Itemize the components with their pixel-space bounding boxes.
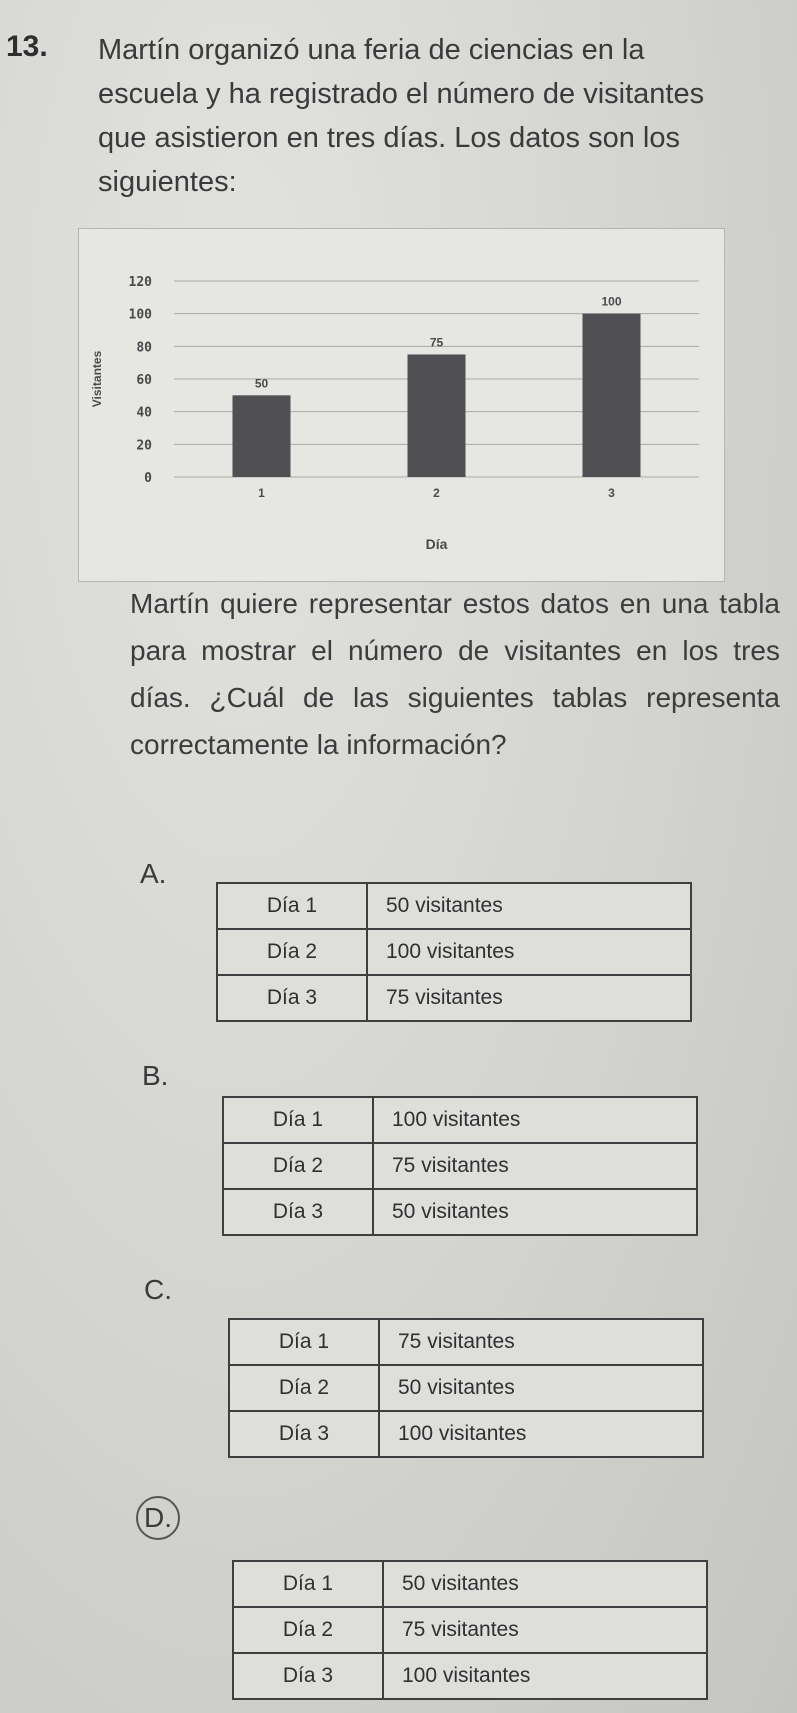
table-cell-value: 100 visitantes [373,1097,697,1143]
table-row [233,1653,707,1699]
bar-chart [78,228,725,582]
table-row [233,1561,707,1607]
table-cell-day: Día 2 [233,1607,383,1653]
table-cell-value: 100 visitantes [379,1411,703,1457]
table-row [223,1189,697,1235]
table-cell-value: 50 visitantes [383,1561,707,1607]
y-tick-label: 120 [128,275,152,290]
table-cell-day: Día 2 [229,1365,379,1411]
y-tick-label: 20 [136,438,152,454]
y-tick-label: 60 [136,373,152,388]
bar-data-label: 50 [254,376,269,391]
table-cell-day: Día 1 [229,1319,379,1365]
table-cell-day: Día 3 [217,975,367,1021]
bar [583,314,641,477]
table-cell-value: 50 visitantes [367,883,691,929]
table-row [229,1365,703,1411]
table-cell-day: Día 3 [229,1411,379,1457]
table-cell-value: 50 visitantes [373,1189,697,1235]
table-cell-value: 75 visitantes [383,1607,707,1653]
option-d-letter-circled[interactable]: D. [136,1496,180,1540]
table-cell-day: Día 1 [233,1561,383,1607]
table-cell-day: Día 2 [223,1143,373,1189]
y-tick-label: 40 [136,405,152,421]
table-cell-day: Día 1 [223,1097,373,1143]
table-cell-day: Día 3 [223,1189,373,1235]
bar-data-label: 75 [429,335,444,350]
table-row [217,883,691,929]
option-b-table[interactable] [222,1096,698,1236]
y-tick-label: 100 [128,307,152,323]
question-text: Martín organizó una feria de ciencias en la escuela y ha registrado el número de visitantes que asistieron en tres días. Los datos son los siguientes: [98,34,705,198]
table-row [217,975,691,1021]
option-c-letter[interactable]: C. [144,1274,172,1305]
option-d-table[interactable] [232,1560,708,1700]
x-tick-label: 3 [608,486,615,500]
table-row [229,1319,703,1365]
table-cell-value: 50 visitantes [379,1365,703,1411]
option-a-letter[interactable]: A. [140,858,167,889]
table-cell-day: Día 3 [233,1653,383,1699]
table-row [223,1097,697,1143]
bar-chart-svg [79,229,724,581]
y-axis-label: Visitantes [90,350,104,408]
bar [408,355,466,478]
table-row [229,1411,703,1457]
bar-data-label: 100 [601,294,622,309]
x-axis-label: Día [425,536,448,552]
table-cell-value: 100 visitantes [367,929,691,975]
x-tick-label: 1 [258,486,265,500]
option-b-letter[interactable]: B. [142,1060,169,1091]
question-prompt: Martín quiere representar estos datos en una tabla para mostrar el número de visitantes en los tres días. ¿Cuál de las siguientes tablas representa correctamente la información? [130,588,780,760]
option-c-table[interactable] [228,1318,704,1458]
option-a-table[interactable] [216,882,692,1022]
question-number: 13. [6,30,48,63]
y-tick-label: 80 [136,340,152,356]
table-cell-value: 75 visitantes [373,1143,697,1189]
y-tick-label: 0 [144,471,152,486]
table-row [217,929,691,975]
bar [233,395,291,477]
table-row [223,1143,697,1189]
table-row [233,1607,707,1653]
table-cell-value: 75 visitantes [379,1319,703,1365]
table-cell-value: 100 visitantes [383,1653,707,1699]
table-cell-day: Día 2 [217,929,367,975]
table-cell-value: 75 visitantes [367,975,691,1021]
table-cell-day: Día 1 [217,883,367,929]
x-tick-label: 2 [433,486,440,500]
